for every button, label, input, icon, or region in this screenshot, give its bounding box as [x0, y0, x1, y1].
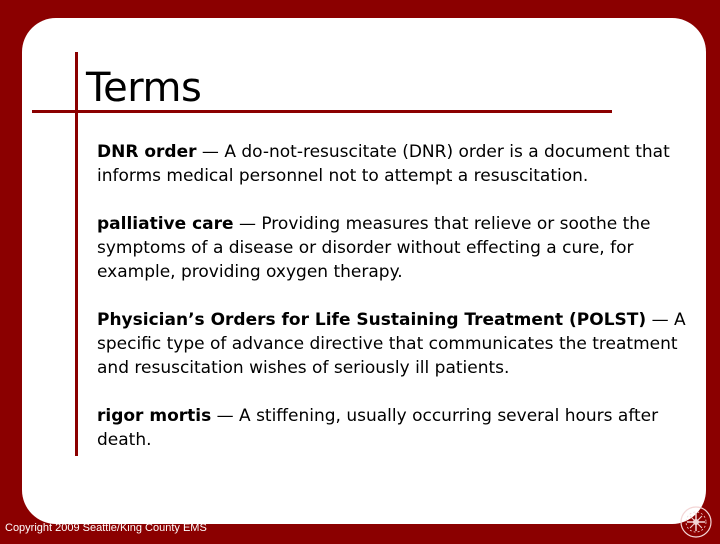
term-word: DNR order	[97, 142, 197, 162]
term-separator: —	[196, 142, 225, 162]
term-definition: A do-not-resuscitate (DNR) order is a document that informs medical personnel not to attempt a resuscitation.	[97, 142, 670, 186]
term-definition: A specific type of advance directive that communicates the treatment and resuscitation wishes of seriously ill patients.	[97, 310, 686, 378]
term-item	[97, 140, 697, 188]
term-item	[97, 404, 697, 452]
term-word: rigor mortis	[97, 406, 212, 426]
term-separator: —	[211, 406, 240, 426]
slide-title: Terms	[86, 65, 202, 111]
term-separator: —	[646, 310, 674, 330]
term-word: palliative care	[97, 214, 234, 234]
term-definition: Providing measures that relieve or soothe the symptoms of a disease or disorder without effecting a cure, for example, providing oxygen therapy.	[97, 214, 651, 282]
terms-list	[97, 140, 697, 476]
term-item	[97, 308, 697, 380]
term-definition: A stiffening, usually occurring several hours after death.	[97, 406, 659, 450]
copyright-text: Copyright 2009 Seattle/King County EMS	[5, 522, 207, 534]
ems-seal-icon	[674, 500, 714, 540]
term-word: Physician’s Orders for Life Sustaining Treatment (POLST)	[97, 310, 647, 330]
term-item	[97, 212, 697, 284]
term-separator: —	[233, 214, 262, 234]
